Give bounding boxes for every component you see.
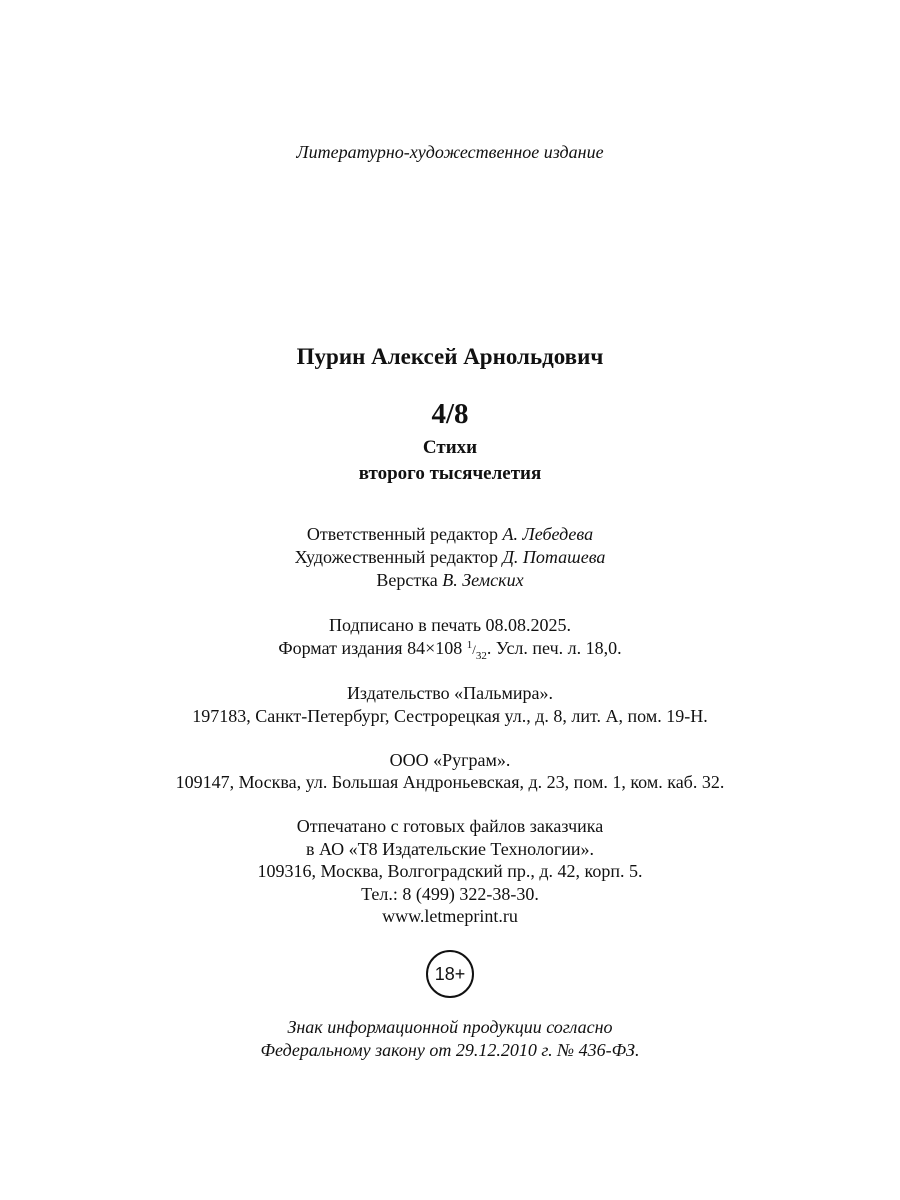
rugram-address: 109147, Москва, ул. Большая Андроньевская, д. 23, пом. 1, ком. каб. 32. [175, 772, 725, 792]
credit-person: А. Лебедева [502, 524, 594, 544]
credit-person: В. Земских [442, 570, 524, 590]
printer-line-2: в АО «Т8 Издательские Технологии». [305, 839, 595, 859]
credit-role: Верстка [376, 570, 438, 590]
format-prefix: Формат издания 84×108 [278, 638, 463, 658]
printer-address: 109316, Москва, Волгоградский пр., д. 42, корп. 5. [257, 861, 643, 881]
print-format [0, 638, 900, 662]
credit-role: Художественный редактор [294, 547, 498, 567]
genre-line: Литературно-художественное издание [296, 142, 604, 162]
age-rating-wrapper [0, 950, 900, 998]
credit-person: Д. Поташева [502, 547, 606, 567]
age-rating-badge: 18+ [426, 950, 474, 998]
credit-art-editor [0, 547, 900, 568]
rugram-name: ООО «Руграм». [389, 750, 511, 770]
notice-line-2: Федеральному закону от 29.12.2010 г. № 436-ФЗ. [260, 1040, 640, 1060]
printer-phone: Тел.: 8 (499) 322-38-30. [361, 884, 539, 904]
credit-layout [0, 570, 900, 591]
printer-line-1: Отпечатано с готовых файлов заказчика [296, 816, 604, 836]
notice-line-1: Знак информационной продукции согласно [287, 1017, 613, 1037]
author-name: Пурин Алексей Арнольдович [296, 344, 604, 369]
printer-website: www.letmeprint.ru [382, 906, 518, 926]
print-signed-date: Подписано в печать 08.08.2025. [328, 615, 572, 635]
credit-managing-editor [0, 524, 900, 545]
format-suffix: . Усл. печ. л. 18,0. [486, 638, 622, 658]
format-fraction-slash: / [472, 642, 476, 657]
publisher-address: 197183, Санкт-Петербург, Сестрорецкая ул., д. 8, лит. А, пом. 19-Н. [192, 706, 708, 726]
format-fraction-numerator: 1 [466, 639, 473, 651]
credit-role: Ответственный редактор [306, 524, 499, 544]
format-fraction-denominator: 32 [475, 650, 487, 662]
publisher-name: Издательство «Пальмира». [346, 683, 554, 703]
subtitle-line-2: второго тысячелетия [358, 463, 542, 484]
book-title: 4/8 [431, 398, 469, 430]
subtitle-line-1: Стихи [422, 437, 478, 458]
